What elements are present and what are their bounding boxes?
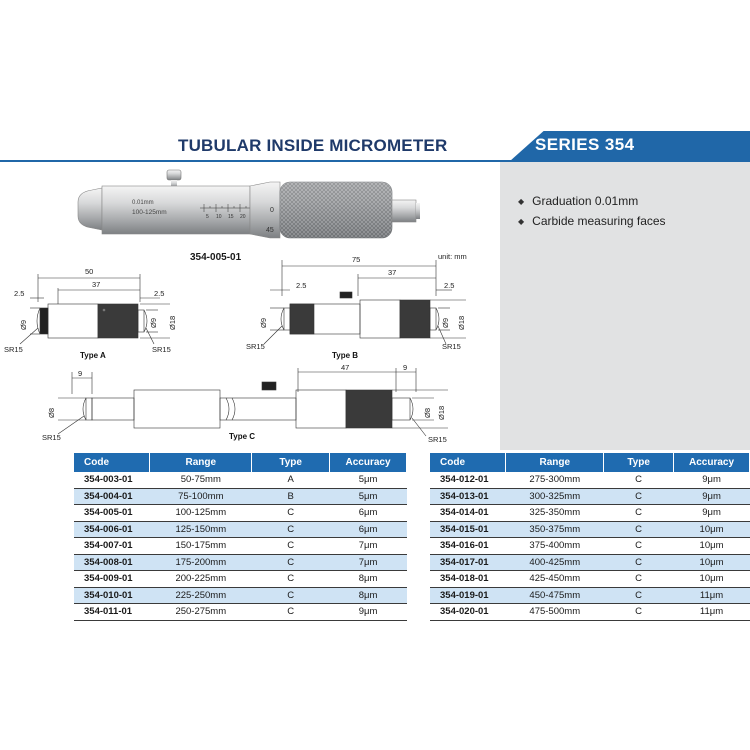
dim-dia-body: Ø18 bbox=[457, 315, 466, 330]
cell-range: 50-75mm bbox=[150, 472, 252, 488]
dim-dia-right: Ø8 bbox=[423, 407, 432, 418]
cell-range: 275-300mm bbox=[506, 472, 604, 488]
page-title: TUBULAR INSIDE MICROMETER bbox=[178, 136, 448, 155]
cell-code: 354-005-01 bbox=[74, 505, 150, 522]
col-header-type: Type bbox=[252, 453, 330, 472]
table-row bbox=[74, 505, 407, 522]
sleeve-number: 5 bbox=[206, 214, 209, 220]
cell-range: 450-475mm bbox=[506, 587, 604, 604]
dim-tip-left: 2.5 bbox=[296, 281, 307, 290]
dim-sr-left: SR15 bbox=[42, 433, 61, 442]
dim-sr-right: SR15 bbox=[428, 435, 447, 444]
cell-type: C bbox=[252, 554, 330, 571]
cell-type: C bbox=[604, 488, 674, 505]
cell-type: C bbox=[252, 505, 330, 522]
cell-range: 375-400mm bbox=[506, 538, 604, 555]
table-row bbox=[430, 554, 750, 571]
dim-tip-right: 2.5 bbox=[154, 289, 165, 298]
cell-type: C bbox=[604, 538, 674, 555]
cell-accuracy: 9μm bbox=[674, 488, 750, 505]
spec-table-left bbox=[74, 453, 407, 621]
cell-accuracy: 10μm bbox=[674, 571, 750, 588]
col-header-range: Range bbox=[150, 453, 252, 472]
cell-range: 475-500mm bbox=[506, 604, 604, 621]
sleeve-number: 10 bbox=[216, 214, 222, 220]
cell-code: 354-012-01 bbox=[430, 472, 506, 488]
cell-accuracy: 11μm bbox=[674, 587, 750, 604]
cell-type: C bbox=[252, 538, 330, 555]
dim-dia-right: Ø9 bbox=[149, 317, 158, 328]
type-c-label: Type C bbox=[229, 432, 256, 441]
cell-accuracy: 6μm bbox=[330, 505, 407, 522]
feature-item bbox=[518, 214, 666, 228]
col-header-type: Type bbox=[604, 453, 674, 472]
scale-range-text: 100-125mm bbox=[132, 209, 167, 216]
col-header-code: Code bbox=[430, 453, 506, 472]
table-row bbox=[430, 488, 750, 505]
cell-type: C bbox=[604, 604, 674, 621]
cell-accuracy: 8μm bbox=[330, 571, 407, 588]
dim-body: 37 bbox=[388, 268, 397, 277]
series-label: SERIES 354 bbox=[535, 135, 635, 154]
cell-type: C bbox=[252, 604, 330, 621]
dim-sr-left: SR15 bbox=[4, 345, 23, 354]
table-row bbox=[74, 554, 407, 571]
cell-range: 325-350mm bbox=[506, 505, 604, 522]
cell-type: C bbox=[604, 505, 674, 522]
cell-code: 354-003-01 bbox=[74, 472, 150, 488]
cell-range: 150-175mm bbox=[150, 538, 252, 555]
cell-range: 425-450mm bbox=[506, 571, 604, 588]
table-header-row bbox=[430, 453, 750, 472]
sleeve-number: 15 bbox=[228, 214, 234, 220]
dim-dia-right: Ø9 bbox=[441, 317, 450, 328]
diamond-bullet-icon: ◆ bbox=[518, 197, 525, 206]
cell-code: 354-019-01 bbox=[430, 587, 506, 604]
dim-sr-right: SR15 bbox=[442, 342, 461, 351]
product-code: 354-005-01 bbox=[190, 252, 242, 263]
dim-tip-right: 9 bbox=[403, 363, 408, 372]
cell-range: 175-200mm bbox=[150, 554, 252, 571]
table-row bbox=[74, 604, 407, 621]
type-a-drawing bbox=[0, 262, 190, 362]
thimble-number: 45 bbox=[266, 227, 274, 234]
type-b-drawing bbox=[240, 250, 480, 362]
dim-dia-left: Ø9 bbox=[259, 317, 268, 328]
cell-code: 354-016-01 bbox=[430, 538, 506, 555]
cell-type: C bbox=[252, 521, 330, 538]
cell-code: 354-018-01 bbox=[430, 571, 506, 588]
cell-code: 354-004-01 bbox=[74, 488, 150, 505]
type-c-drawing bbox=[36, 364, 456, 446]
dim-tip-right: 2.5 bbox=[444, 281, 455, 290]
dim-overall: 75 bbox=[352, 255, 361, 264]
cell-type: C bbox=[604, 587, 674, 604]
dim-sr-right: SR15 bbox=[152, 345, 171, 354]
table-row bbox=[430, 571, 750, 588]
cell-accuracy: 11μm bbox=[674, 604, 750, 621]
cell-type: C bbox=[604, 571, 674, 588]
cell-type: C bbox=[604, 521, 674, 538]
cell-accuracy: 9μm bbox=[674, 472, 750, 488]
cell-code: 354-011-01 bbox=[74, 604, 150, 621]
dim-tip-left: 2.5 bbox=[14, 289, 25, 298]
dim-dia-body: Ø18 bbox=[437, 405, 446, 420]
cell-range: 75-100mm bbox=[150, 488, 252, 505]
cell-range: 400-425mm bbox=[506, 554, 604, 571]
cell-type: C bbox=[604, 472, 674, 488]
table-row bbox=[74, 488, 407, 505]
micrometer-photo bbox=[70, 160, 430, 250]
cell-type: C bbox=[252, 571, 330, 588]
cell-accuracy: 7μm bbox=[330, 554, 407, 571]
cell-accuracy: 10μm bbox=[674, 538, 750, 555]
cell-range: 100-125mm bbox=[150, 505, 252, 522]
unit-label: unit: mm bbox=[438, 252, 467, 261]
sleeve-number: 20 bbox=[240, 214, 246, 220]
diamond-bullet-icon: ◆ bbox=[518, 217, 525, 226]
cell-accuracy: 9μm bbox=[330, 604, 407, 621]
dim-dia-left: Ø9 bbox=[19, 319, 28, 330]
col-header-range: Range bbox=[506, 453, 604, 472]
cell-type: C bbox=[604, 554, 674, 571]
type-b-label: Type B bbox=[332, 351, 359, 360]
thimble-number: 0 bbox=[270, 207, 274, 214]
cell-range: 300-325mm bbox=[506, 488, 604, 505]
scale-small-text: 0.01mm bbox=[132, 200, 154, 206]
cell-accuracy: 5μm bbox=[330, 472, 407, 488]
col-header-code: Code bbox=[74, 453, 150, 472]
feature-text: Graduation 0.01mm bbox=[532, 194, 639, 208]
cell-accuracy: 9μm bbox=[674, 505, 750, 522]
cell-type: C bbox=[252, 587, 330, 604]
dim-dia-left: Ø8 bbox=[47, 407, 56, 418]
table-row bbox=[74, 538, 407, 555]
dim-body: 47 bbox=[341, 363, 350, 372]
feature-text: Carbide measuring faces bbox=[532, 214, 666, 228]
col-header-accuracy: Accuracy bbox=[674, 453, 750, 472]
type-a-label: Type A bbox=[80, 351, 106, 360]
cell-code: 354-010-01 bbox=[74, 587, 150, 604]
table-row bbox=[74, 587, 407, 604]
col-header-accuracy: Accuracy bbox=[330, 453, 407, 472]
cell-type: B bbox=[252, 488, 330, 505]
cell-range: 250-275mm bbox=[150, 604, 252, 621]
table-row bbox=[430, 604, 750, 621]
cell-code: 354-006-01 bbox=[74, 521, 150, 538]
cell-code: 354-009-01 bbox=[74, 571, 150, 588]
dim-overall: 50 bbox=[85, 267, 94, 276]
cell-code: 354-013-01 bbox=[430, 488, 506, 505]
cell-accuracy: 8μm bbox=[330, 587, 407, 604]
cell-code: 354-017-01 bbox=[430, 554, 506, 571]
cell-code: 354-007-01 bbox=[74, 538, 150, 555]
table-row bbox=[74, 472, 407, 488]
cell-type: A bbox=[252, 472, 330, 488]
cell-code: 354-008-01 bbox=[74, 554, 150, 571]
dim-dia-body: Ø18 bbox=[168, 315, 177, 330]
cell-range: 225-250mm bbox=[150, 587, 252, 604]
table-row bbox=[430, 587, 750, 604]
cell-accuracy: 7μm bbox=[330, 538, 407, 555]
table-row bbox=[430, 538, 750, 555]
table-row bbox=[430, 505, 750, 522]
cell-code: 354-020-01 bbox=[430, 604, 506, 621]
cell-range: 350-375mm bbox=[506, 521, 604, 538]
table-row bbox=[430, 472, 750, 488]
dim-tip-left: 9 bbox=[78, 369, 83, 378]
cell-code: 354-015-01 bbox=[430, 521, 506, 538]
table-row bbox=[430, 521, 750, 538]
cell-accuracy: 10μm bbox=[674, 554, 750, 571]
table-row bbox=[74, 571, 407, 588]
cell-accuracy: 5μm bbox=[330, 488, 407, 505]
cell-range: 125-150mm bbox=[150, 521, 252, 538]
cell-code: 354-014-01 bbox=[430, 505, 506, 522]
cell-accuracy: 10μm bbox=[674, 521, 750, 538]
dim-sr-left: SR15 bbox=[246, 342, 265, 351]
table-header-row bbox=[74, 453, 407, 472]
feature-item bbox=[518, 194, 638, 208]
spec-table-right bbox=[430, 453, 750, 621]
table-row bbox=[74, 521, 407, 538]
cell-range: 200-225mm bbox=[150, 571, 252, 588]
dim-body: 37 bbox=[92, 280, 101, 289]
cell-accuracy: 6μm bbox=[330, 521, 407, 538]
